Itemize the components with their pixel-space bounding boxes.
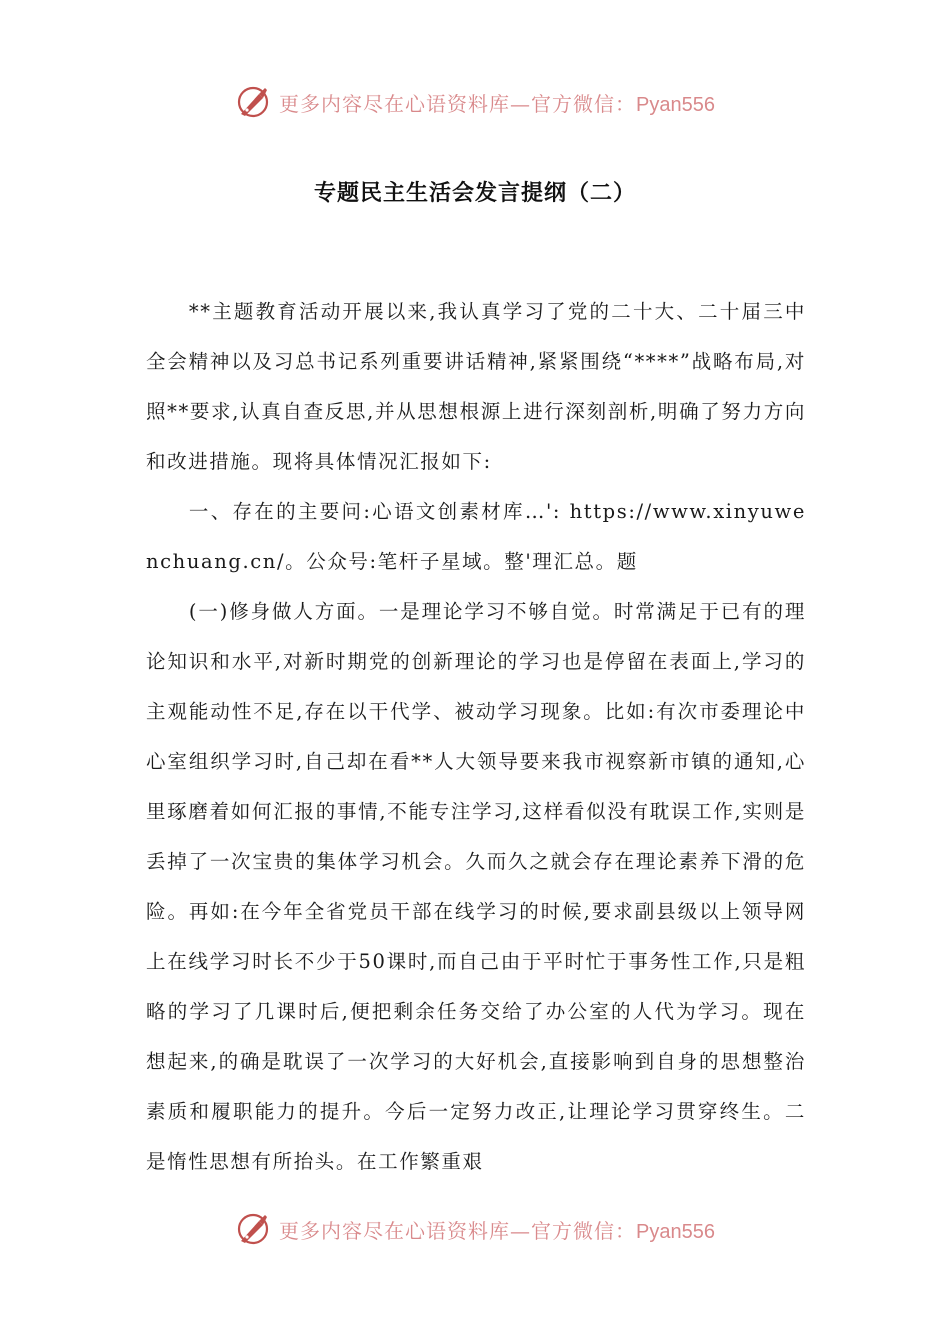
watermark-text: 更多内容尽在心语资料库—官方微信：Pyan556 <box>279 91 715 116</box>
watermark-banner-bottom <box>0 1207 950 1251</box>
watermark-banner-top <box>0 80 950 124</box>
paragraph-section-heading: 一、存在的主要问:心语文创素材库…': https://www.xinyuwenchuang.cn/。公众号:笔杆子星域。整'理汇总。题 <box>146 500 806 573</box>
pen-nib-logo-icon <box>235 84 271 120</box>
document-title: 专题民主生活会发言提纲（二） <box>313 181 636 206</box>
paragraph-self-cultivation: (一)修身做人方面。一是理论学习不够自觉。时常满足于已有的理论知识和水平,对新时期党的创新理论的学习也是停留在表面上,学习的主观能动性不足,存在以干代学、被动学习现象。比如:有次市委理论中心室组织学习时,自己却在看**人大领导要来我市视察新市镇的通知,心里琢磨着如何汇报的事情,不能专注学习,这样看似没有耽误工作,实则是丢掉了一次宝贵的集体学习机会。久而久之就会存在理论素养下滑的危险。再如:在今年全省党员干部在线学习的时候,要求副县级以上领导网上在线学习时长不少于50课时,而自己由于平时忙于事务性工作,只是粗略的学习了几课时后,便把剩余任务交给了办公室的人代为学习。现在想起来,的确是耽误了一次学习的大好机会,直接影响到自身的思想整治素质和履职能力的提升。今后一定努力改正,让理论学习贯穿终生。二是惰性思想有所抬头。在工作繁重艰 <box>146 600 806 1173</box>
pen-nib-logo-icon <box>235 1211 271 1247</box>
watermark-text: 更多内容尽在心语资料库—官方微信：Pyan556 <box>279 1218 715 1243</box>
document-body <box>146 287 806 1187</box>
paragraph-intro: **主题教育活动开展以来,我认真学习了党的二十大、二十届三中全会精神以及习总书记系列重要讲话精神,紧紧围绕“****”战略布局,对照**要求,认真自查反思,并从思想根源上进行深刻剖析,明确了努力方向和改进措施。现将具体情况汇报如下: <box>146 300 806 473</box>
